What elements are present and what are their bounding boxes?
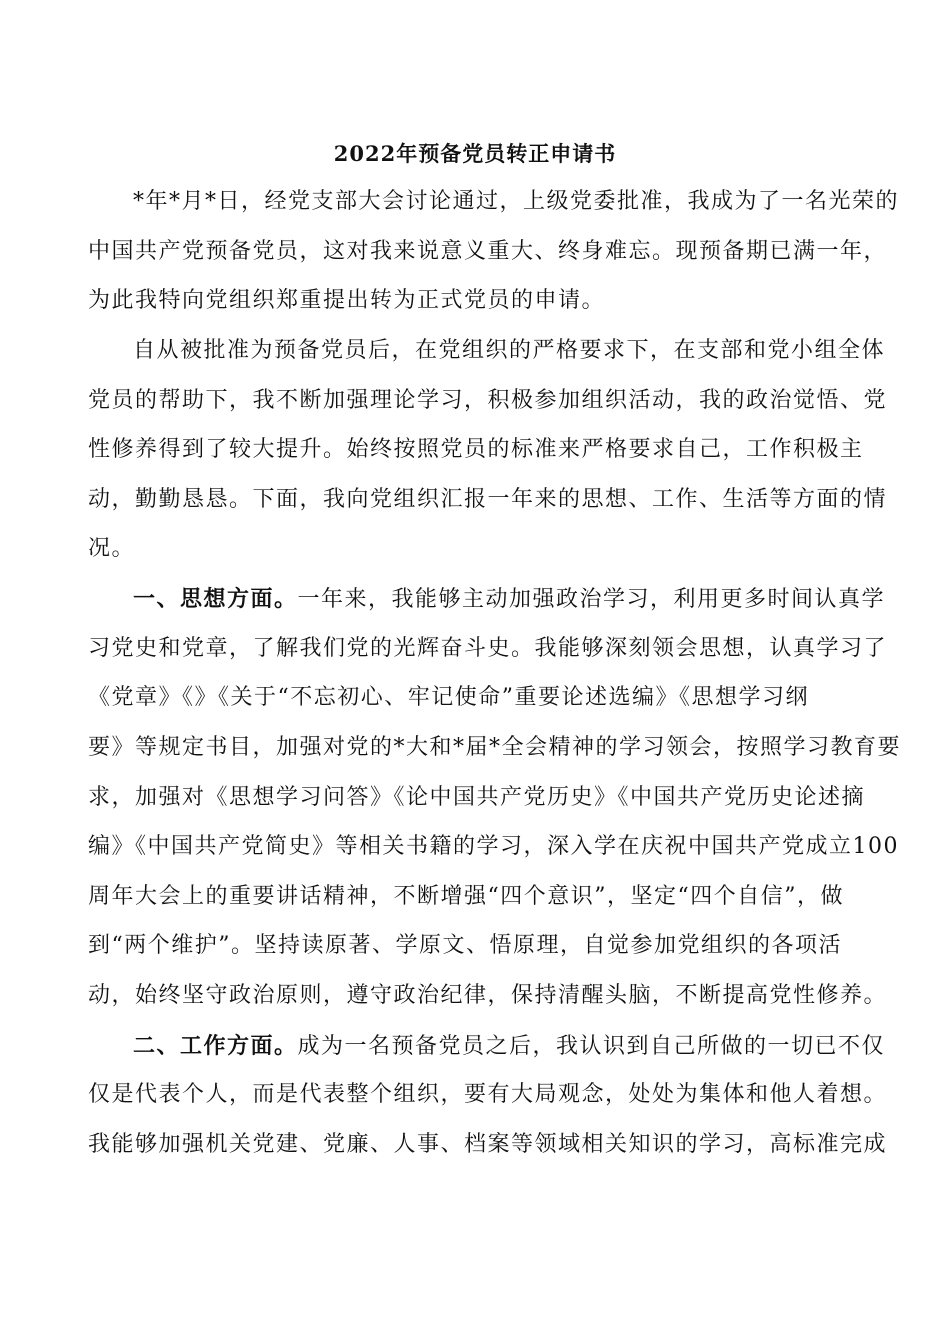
paragraph-line: *年*月*日，经党支部大会讨论通过，上级党委批准，我成为了一名光荣的 bbox=[133, 189, 900, 214]
paragraph-line: 中国共产党预备党员，这对我来说意义重大、终身难忘。现预备期已满一年， bbox=[88, 239, 888, 264]
paragraph-line: 况。 bbox=[88, 536, 136, 561]
paragraph-line: 党员的帮助下，我不断加强理论学习，积极参加组织活动，我的政治觉悟、党 bbox=[88, 388, 888, 413]
document-title: 2022年预备党员转正申请书 bbox=[333, 141, 617, 166]
paragraph-line: 求，加强对《思想学习问答》《论中国共产党历史》《中国共产党历史论述摘 bbox=[88, 785, 866, 810]
paragraph-line: 到“两个维护”。坚持读原著、学原文、悟原理，自觉参加党组织的各项活 bbox=[88, 933, 842, 958]
paragraph-line: 仅是代表个人，而是代表整个组织，要有大局观念，处处为集体和他人着想。 bbox=[88, 1082, 888, 1107]
paragraph-text: 成为一名预备党员之后，我认识到自己所做的一切已不仅 bbox=[297, 1034, 886, 1059]
paragraph-line: 要》等规定书目，加强对党的*大和*届*全会精神的学习领会，按照学习教育要 bbox=[88, 735, 902, 760]
paragraph-text: 一年来，我能够主动加强政治学习，利用更多时间认真学 bbox=[297, 587, 886, 612]
paragraph-line-with-heading bbox=[133, 1031, 913, 1062]
paragraph-line-with-heading bbox=[133, 584, 913, 615]
paragraph-line: 《党章》《》《关于“不忘初心、牢记使命”重要论述选编》《思想学习纲 bbox=[88, 685, 809, 710]
paragraph-line: 性修养得到了较大提升。始终按照党员的标准来严格要求自己，工作积极主 bbox=[88, 437, 864, 462]
paragraph-line: 为此我特向党组织郑重提出转为正式党员的申请。 bbox=[88, 288, 606, 313]
paragraph-line: 习党史和党章，了解我们党的光辉奋斗史。我能够深刻领会思想，认真学习了 bbox=[88, 636, 888, 661]
paragraph-line: 我能够加强机关党建、党廉、人事、档案等领域相关知识的学习，高标准完成 bbox=[88, 1132, 888, 1157]
section-heading-thought: 一、思想方面。 bbox=[133, 586, 298, 612]
paragraph-line: 编》《中国共产党简史》等相关书籍的学习，深入学在庆祝中国共产党成立100 bbox=[88, 834, 899, 859]
paragraph-line: 动，勤勤恳恳。下面，我向党组织汇报一年来的思想、工作、生活等方面的情 bbox=[88, 487, 888, 512]
paragraph-line: 自从被批准为预备党员后，在党组织的严格要求下，在支部和党小组全体 bbox=[133, 338, 886, 363]
paragraph-line: 周年大会上的重要讲话精神，不断增强“四个意识”，坚定“四个自信”，做 bbox=[88, 884, 844, 909]
section-heading-work: 二、工作方面。 bbox=[133, 1033, 298, 1059]
paragraph-line: 动，始终坚守政治原则，遵守政治纪律，保持清醒头脑，不断提高党性修养。 bbox=[88, 983, 888, 1008]
